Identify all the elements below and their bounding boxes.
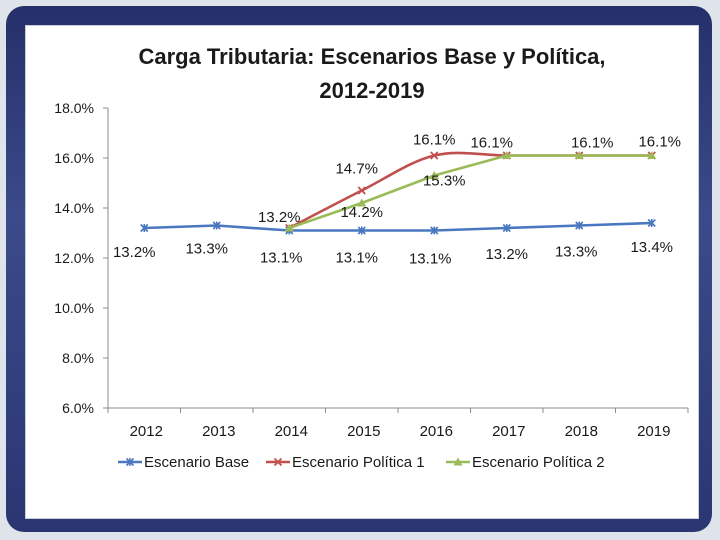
data-label: 13.3% (185, 240, 229, 258)
y-tick-label: 16.0% (54, 150, 94, 166)
data-label: 13.4% (630, 239, 674, 256)
chart-title-line1: Carga Tributaria: Escenarios Base y Política, (138, 44, 606, 69)
x-tick-label: 2018 (564, 423, 598, 440)
y-tick-label: 8.0% (62, 350, 94, 366)
data-label: 16.1% (470, 134, 514, 152)
series-escenario-base (141, 219, 656, 235)
data-label: 15.3% (422, 172, 466, 190)
x-tick-label: 2015 (347, 423, 381, 440)
legend-item (446, 454, 605, 471)
data-label: 14.7% (335, 160, 379, 178)
data-label: 16.1% (412, 131, 456, 149)
legend-item (266, 454, 425, 471)
x-tick-label: 2014 (274, 423, 308, 440)
x-tick-label: 2013 (202, 423, 236, 440)
data-label: 14.2% (340, 204, 384, 221)
data-label: 13.3% (554, 243, 598, 261)
data-label: 16.1% (570, 134, 614, 152)
data-label: 13.2% (257, 209, 301, 226)
y-tick-label: 18.0% (54, 100, 94, 116)
chart-title-line2: 2012-2019 (319, 78, 425, 103)
y-tick-label: 10.0% (54, 300, 94, 316)
data-label: 13.2% (112, 244, 156, 261)
data-label: 13.2% (485, 246, 529, 263)
data-label: 16.1% (638, 133, 682, 151)
y-tick-label: 6.0% (62, 400, 94, 416)
legend-label: Escenario Base (144, 454, 250, 471)
x-tick-label: 2019 (637, 423, 671, 440)
legend-item (118, 454, 249, 471)
y-tick-label: 12.0% (54, 250, 94, 266)
series-line (144, 223, 652, 231)
legend-label: Escenario Política 1 (292, 454, 425, 471)
x-tick-label: 2012 (129, 423, 163, 440)
data-label: 13.1% (335, 249, 379, 267)
x-tick-label: 2016 (419, 423, 453, 440)
data-label: 13.1% (408, 250, 452, 268)
data-label: 13.1% (259, 249, 303, 267)
y-tick-label: 14.0% (54, 200, 94, 216)
x-tick-label: 2017 (492, 423, 526, 440)
legend-label: Escenario Política 2 (472, 454, 605, 471)
